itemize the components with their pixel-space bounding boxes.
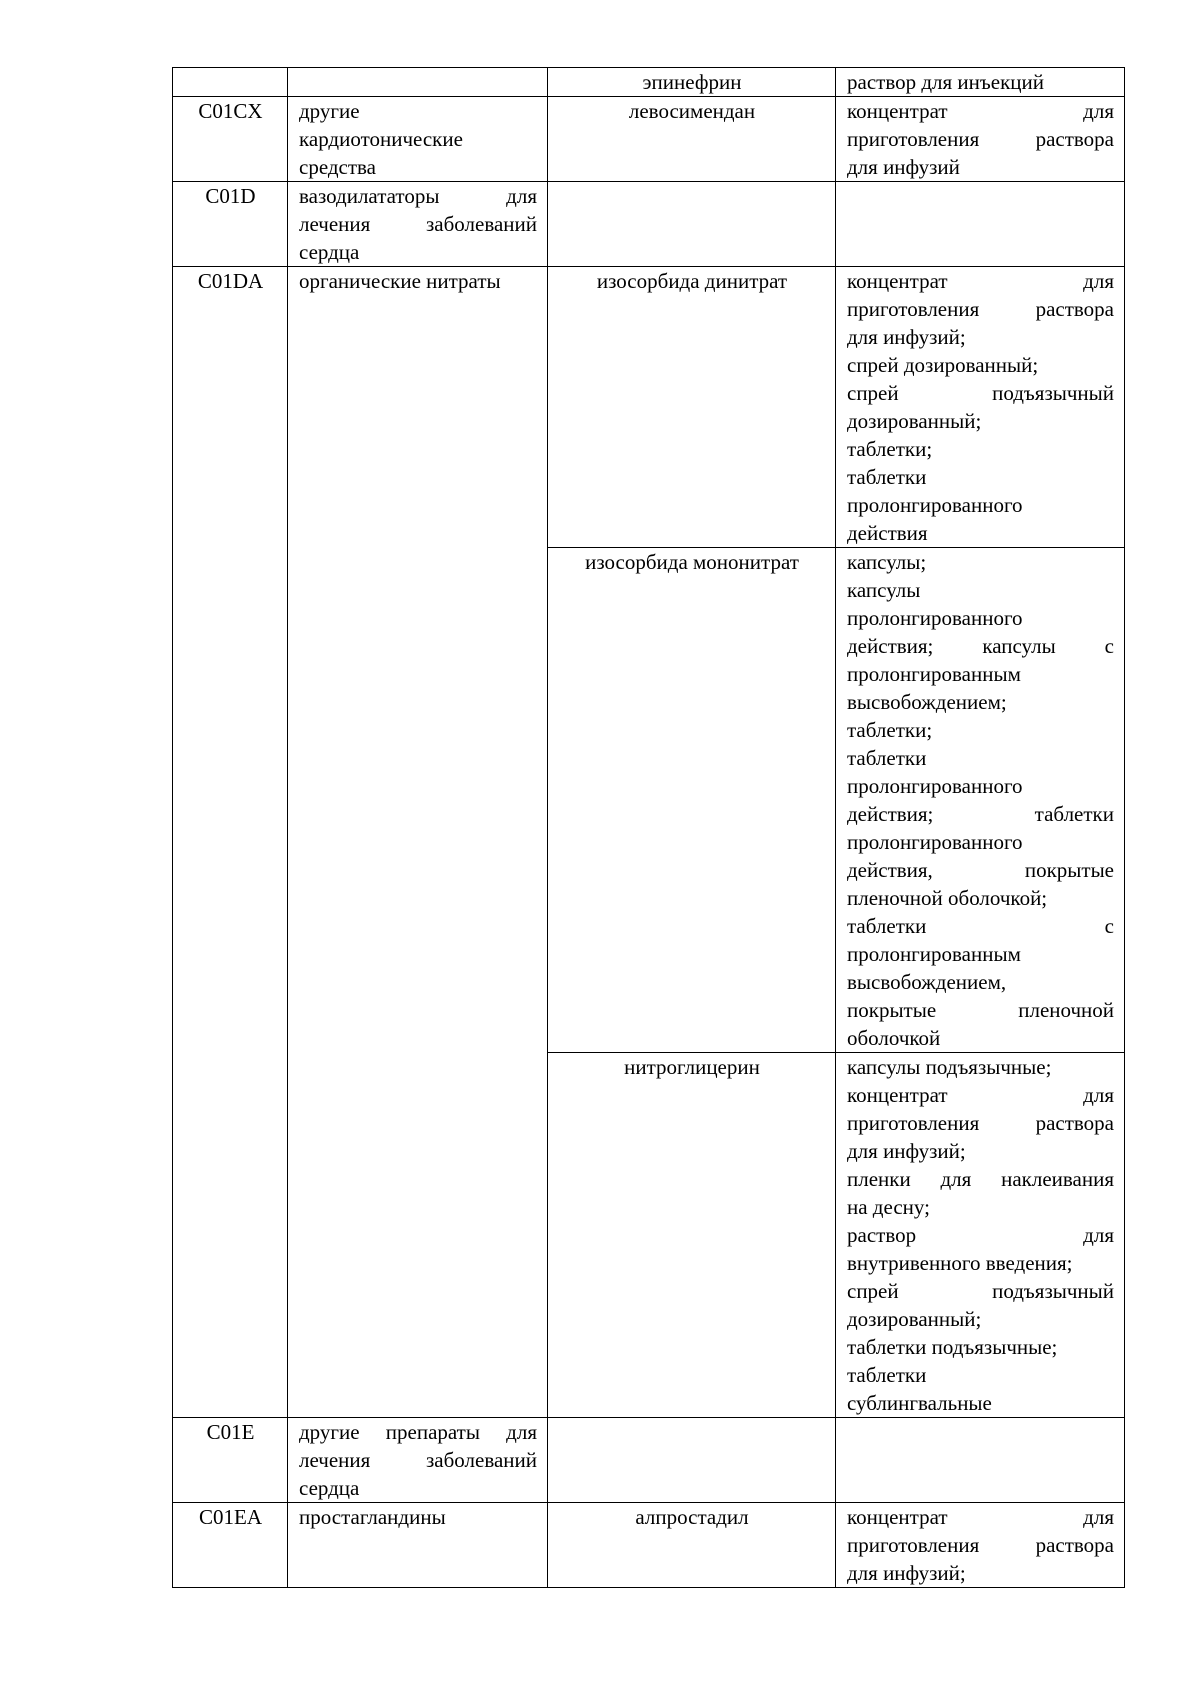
dosage-form-line: для инфузий; (847, 1139, 966, 1163)
dosage-form-line: для инфузий (847, 155, 960, 179)
drug-name-cell: изосорбида динитрат (548, 267, 836, 548)
dosage-form-line: приготовления раствора (847, 297, 1114, 321)
atc-code-cell: C01E (173, 1418, 288, 1503)
dosage-form-line: для инфузий; (847, 1561, 966, 1585)
drug-name-cell: эпинефрин (548, 68, 836, 97)
table-row (173, 267, 1125, 548)
dosage-form-line: действия (847, 521, 928, 545)
atc-code-cell: C01CX (173, 97, 288, 182)
dosage-form-line: для инфузий; (847, 325, 966, 349)
drug-name-cell (548, 1418, 836, 1503)
dosage-form-line: высвобождением, (847, 970, 1007, 994)
dosage-form-cell (836, 1503, 1125, 1588)
table-row (173, 97, 1125, 182)
dosage-form-line: концентрат для (847, 269, 1114, 293)
anatomical-therapeutic-group-cell (288, 1503, 548, 1588)
table-row (173, 182, 1125, 267)
dosage-form-line: спрей подъязычный (847, 381, 1114, 405)
anatomical-therapeutic-group-cell (288, 97, 548, 182)
dosage-form-line: приготовления раствора (847, 1533, 1114, 1557)
dosage-form-line: приготовления раствора (847, 127, 1114, 151)
dosage-form-line: спрей дозированный; (847, 353, 1039, 377)
table-body (173, 68, 1125, 1588)
dosage-form-line: дозированный; (847, 1307, 982, 1331)
dosage-form-cell (836, 68, 1125, 97)
atc-code-cell (173, 68, 288, 97)
dosage-form-line: капсулы подъязычные; (847, 1055, 1052, 1079)
dosage-form-line: пленочной оболочкой; (847, 886, 1048, 910)
drug-classification-table (172, 67, 1125, 1588)
dosage-form-line: дозированный; (847, 409, 982, 433)
table-row (173, 1503, 1125, 1588)
dosage-form-line: таблетки (847, 465, 927, 489)
group-text-line: лечения заболеваний (299, 212, 537, 236)
anatomical-therapeutic-group-cell (288, 1418, 548, 1503)
drug-name-cell: изосорбида мононитрат (548, 548, 836, 1053)
dosage-form-line: пролонгированным (847, 942, 1021, 966)
dosage-form-line: капсулы (847, 578, 921, 602)
atc-code-cell: C01EA (173, 1503, 288, 1588)
dosage-form-line: таблетки с (847, 914, 1114, 938)
dosage-form-cell (836, 1418, 1125, 1503)
drug-name-cell (548, 182, 836, 267)
anatomical-therapeutic-group-cell (288, 182, 548, 267)
dosage-form-line: высвобождением; (847, 690, 1007, 714)
dosage-form-line: концентрат для (847, 99, 1114, 123)
group-text-line: кардиотонические (299, 127, 463, 151)
dosage-form-cell (836, 267, 1125, 548)
dosage-form-line: концентрат для (847, 1083, 1114, 1107)
dosage-form-line: действия; капсулы с (847, 634, 1114, 658)
dosage-form-cell (836, 1053, 1125, 1418)
dosage-form-line: на десну; (847, 1195, 930, 1219)
group-text-line: сердца (299, 1476, 360, 1500)
group-text-line: вазодилататоры для (299, 184, 537, 208)
dosage-form-line: раствор для (847, 1223, 1114, 1247)
dosage-form-cell (836, 182, 1125, 267)
dosage-form-line: таблетки (847, 746, 927, 770)
dosage-form-line: капсулы; (847, 550, 927, 574)
dosage-form-cell (836, 97, 1125, 182)
group-text-line: органические нитраты (299, 269, 501, 293)
anatomical-therapeutic-group-cell (288, 267, 548, 1418)
table-row (173, 1418, 1125, 1503)
drug-name-cell: алпростадил (548, 1503, 836, 1588)
dosage-form-line: пролонгированного (847, 606, 1023, 630)
group-text-line: другие (299, 99, 360, 123)
dosage-form-line: действия, покрытые (847, 858, 1114, 882)
dosage-form-line: пролонгированного (847, 493, 1023, 517)
dosage-form-line: покрытые пленочной (847, 998, 1114, 1022)
group-text-line: средства (299, 155, 377, 179)
atc-code-cell: C01D (173, 182, 288, 267)
drug-name-cell: нитроглицерин (548, 1053, 836, 1418)
dosage-form-cell (836, 548, 1125, 1053)
dosage-form-line: спрей подъязычный (847, 1279, 1114, 1303)
dosage-form-line: сублингвальные (847, 1391, 992, 1415)
document-page (172, 67, 1124, 1588)
table-row (173, 68, 1125, 97)
dosage-form-line: таблетки; (847, 437, 933, 461)
group-text-line: другие препараты для (299, 1420, 537, 1444)
dosage-form-line: пролонгированного (847, 774, 1023, 798)
anatomical-therapeutic-group-cell (288, 68, 548, 97)
dosage-form-line: пролонгированного (847, 830, 1023, 854)
drug-name-cell: левосимендан (548, 97, 836, 182)
dosage-form-line: концентрат для (847, 1505, 1114, 1529)
dosage-form-line: пленки для наклеивания (847, 1167, 1114, 1191)
dosage-form-line: таблетки; (847, 718, 933, 742)
dosage-form-line: пролонгированным (847, 662, 1021, 686)
dosage-form-line: действия; таблетки (847, 802, 1114, 826)
group-text-line: простагландины (299, 1505, 446, 1529)
atc-code-cell: C01DA (173, 267, 288, 1418)
group-text-line: лечения заболеваний (299, 1448, 537, 1472)
dosage-form-line: приготовления раствора (847, 1111, 1114, 1135)
group-text-line: сердца (299, 240, 360, 264)
dosage-form-line: таблетки (847, 1363, 927, 1387)
dosage-form-line: оболочкой (847, 1026, 941, 1050)
dosage-form-line: таблетки подъязычные; (847, 1335, 1058, 1359)
dosage-form-line: внутривенного введения; (847, 1251, 1073, 1275)
dosage-form-line: раствор для инъекций (847, 70, 1044, 94)
